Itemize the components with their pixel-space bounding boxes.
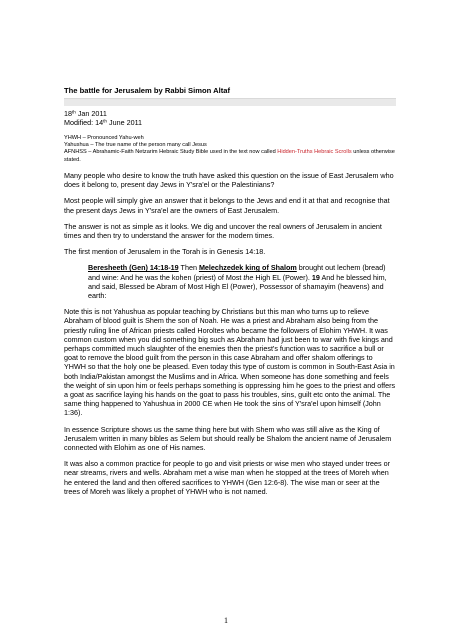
paragraph-3: The answer is not as simple as it looks. We dig and uncover the real owners of Jerusalem in ancient times and then try to understand the answer for the modern times. — [64, 221, 382, 241]
date-block — [64, 109, 396, 128]
paragraph-5: Note this is not Yahushua as popular teaching by Christians but this man who turns up to relieve Abraham of blood guilt is Shem the son of Noah. He was a priest and Abraham also being from the priestly ruling line of African priests called Horoltes who became the followers of Elohim YHWH. It was common custom when you did something big such as Abraham had just been to war with five kings and perhaps committed much slaughter of the enemies then the priest's function was to sacrifice a bull or goat to remove the blood guilt from the person in this case Abraham and offer shalom offerings to YHWH so that the holy one be pleased. Even today this type of custom is common in South-East Asia in both India/Pakistan amongst the Muslims and in Africa. When someone has done something and feels the weight of sin upon him or feels perhaps something is oppressing him he goes to the priest and offers a goat as sacrifice laying his hands on the goat to pass his troubles, sins, guilt etc onto the animal. The same thing happened to Yahushua in 2000 CE when He took the sins of Y'sra'el upon himself (John 1:36). — [64, 307, 396, 418]
notes-block — [64, 135, 396, 164]
note-yhwh: YHWH – Pronounced Yahu-weh — [64, 134, 144, 141]
modified-date: Modified: 14th June 2011 — [64, 118, 143, 128]
hidden-truths-link[interactable]: Hidden-Truths Hebraic Scrolls — [277, 149, 352, 156]
scripture-quote: Beresheeth (Gen) 14:18-19 Then Melechzedek king of Shalom brought out lechem (bread) and wine: And he was the kohen (priest) of Most the High EL (Power). 19 And he blessed him, and said, Blessed be Abram of Most High El (Power), Possessor of shamayim (heavens) and earth: — [88, 263, 387, 301]
document-title: The battle for Jerusalem by Rabbi Simon Altaf — [64, 86, 230, 95]
scripture-king-name: Melechzedek king of Shalom — [198, 263, 297, 273]
scripture-reference: Beresheeth (Gen) 14:18-19 — [88, 263, 179, 273]
paragraph-2: Most people will simply give an answer that it belongs to the Jews and end it at that and recognise that the present days Jews in Y'sra'el are the owners of East Jerusalem. — [64, 196, 390, 215]
document-body — [64, 86, 396, 503]
paragraph-6: In essence Scripture shows us the same thing here but with Shem who was still alive as the King of Jerusalem written in many bibles as Selem but should really be Shalom the ancient name of Jerusalem connected with Elohim as one of His names. — [64, 424, 392, 453]
paragraph-4: The first mention of Jerusalem in the Torah is in Genesis 14:18. — [64, 247, 266, 257]
created-date: 18th Jan 2011 — [64, 109, 107, 118]
paragraph-7: It was also a common practice for people to go and visit priests or wise men who stayed under trees or near streams, rivers and wells. Abraham met a wise man when he stopped at the trees of Moreh when he entered the land and then offered sacrifices to YHWH (Gen 12:6-8). The wise man or seer at the trees of Moreh was likely a prophet of YHWH who is not named. — [64, 459, 390, 496]
page-number: 1 — [224, 616, 228, 625]
verse-number: 19 — [311, 272, 320, 282]
note-yahushua: Yahushua – The true name of the person many call Jesus — [64, 142, 207, 149]
title-divider — [64, 98, 396, 106]
paragraph-1: Many people who desire to know the truth have asked this question on the issue of East Jerusalem who does it belong to, present day Jews in Y'sra'el or the Palestinians? — [64, 171, 394, 190]
note-afnhss: AFNHSS – Abrahamic-Faith Netzarim Hebraic Study Bible used in the text now called Hidden-Truths Hebraic Scrolls unless otherwise stated. — [64, 149, 395, 163]
